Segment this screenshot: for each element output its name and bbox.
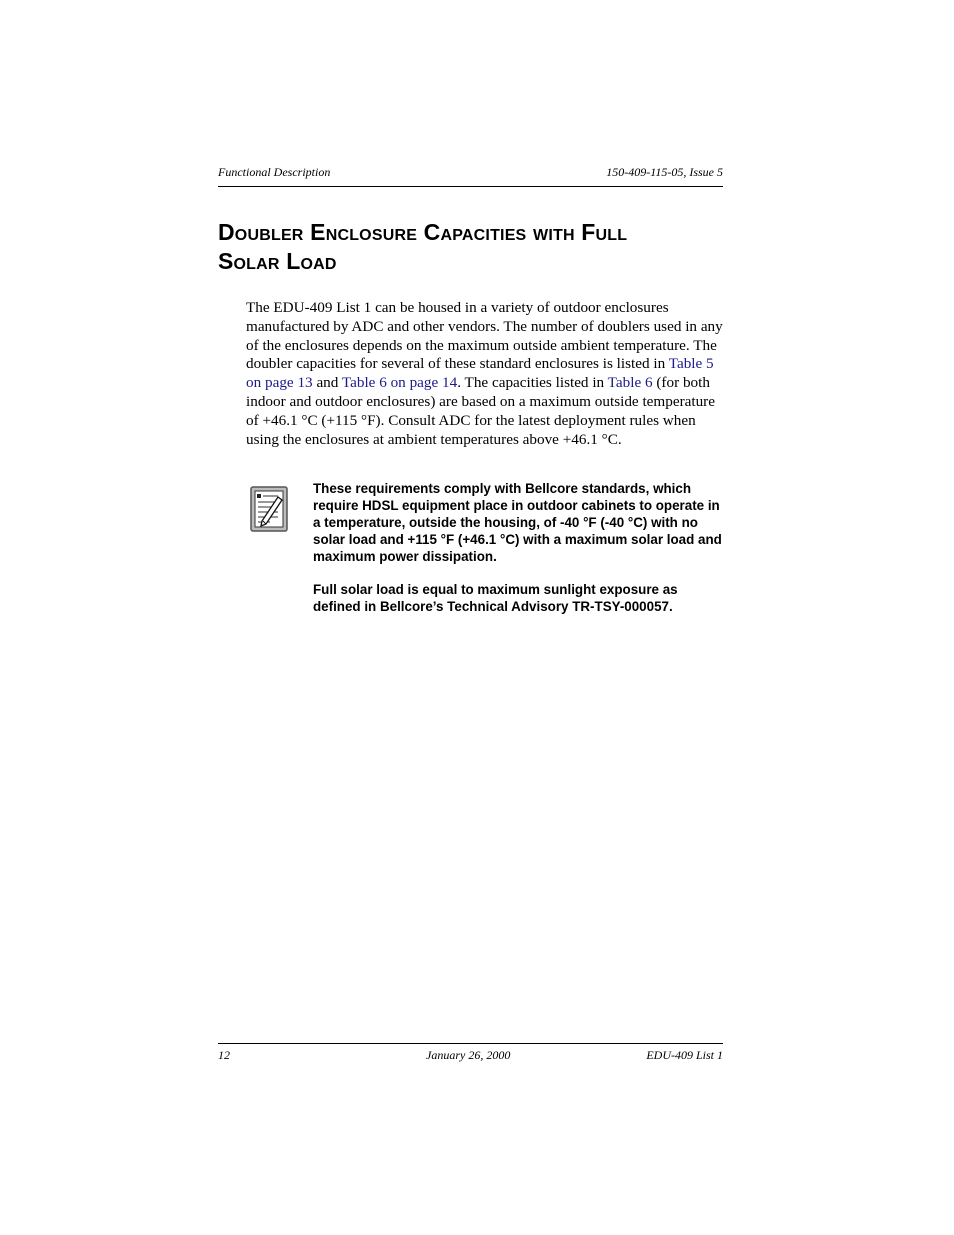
body-text-3: . The capacities listed in: [457, 374, 608, 392]
note-paragraph-1: These requirements comply with Bellcore standards, which require HDSL equipment place in outdoor cabinets to operate in a temperature, outside the housing, of -40 °F (-40 °C) with no solar load and +115 °F (+46.1 °C) with a maximum solar load and maximum power dissipation.: [313, 481, 722, 564]
table6-link[interactable]: Table 6: [607, 374, 653, 392]
footer-product: EDU-409 List 1: [646, 1048, 723, 1062]
section-title-line2: Solar Load: [218, 248, 337, 274]
section-title-line1: Doubler Enclosure Capacities with Full: [218, 219, 628, 245]
body-text-4: (for both indoor and outdoor enclosures) are based on a maximum outside temperature of +46.1 °C (+115 °F). Consult ADC for the latest deployment rules when using the enclosures at ambient temperatures above +46.1 °C.: [246, 374, 715, 448]
body-paragraph: [246, 299, 726, 449]
table5-link[interactable]: Table 5 on page 13: [246, 355, 714, 392]
body-text-2: and: [312, 374, 342, 392]
page-footer: [218, 1043, 723, 1064]
note-paragraph-2: Full solar load is equal to maximum sunlight exposure as defined in Bellcore’s Technical Advisory TR-TSY-000057.: [313, 582, 678, 614]
body-text-1: The EDU-409 List 1 can be housed in a variety of outdoor enclosures manufactured by ADC and other vendors. The number of doublers used in any of the enclosures depends on the maximum outside ambient temperature. The doubler capacities for several of these standard enclosures is listed in: [246, 299, 723, 373]
note-block: [313, 480, 728, 615]
note-pencil-icon: [250, 486, 288, 532]
footer-date: January 26, 2000: [426, 1048, 511, 1062]
table6-page-link[interactable]: Table 6 on page 14: [341, 374, 458, 392]
header-document-number: 150-409-115-05, Issue 5: [606, 165, 723, 179]
header-section-title: Functional Description: [218, 165, 331, 179]
footer-page-number: 12: [218, 1048, 230, 1062]
page-header: [218, 164, 723, 187]
section-title: [218, 218, 728, 276]
